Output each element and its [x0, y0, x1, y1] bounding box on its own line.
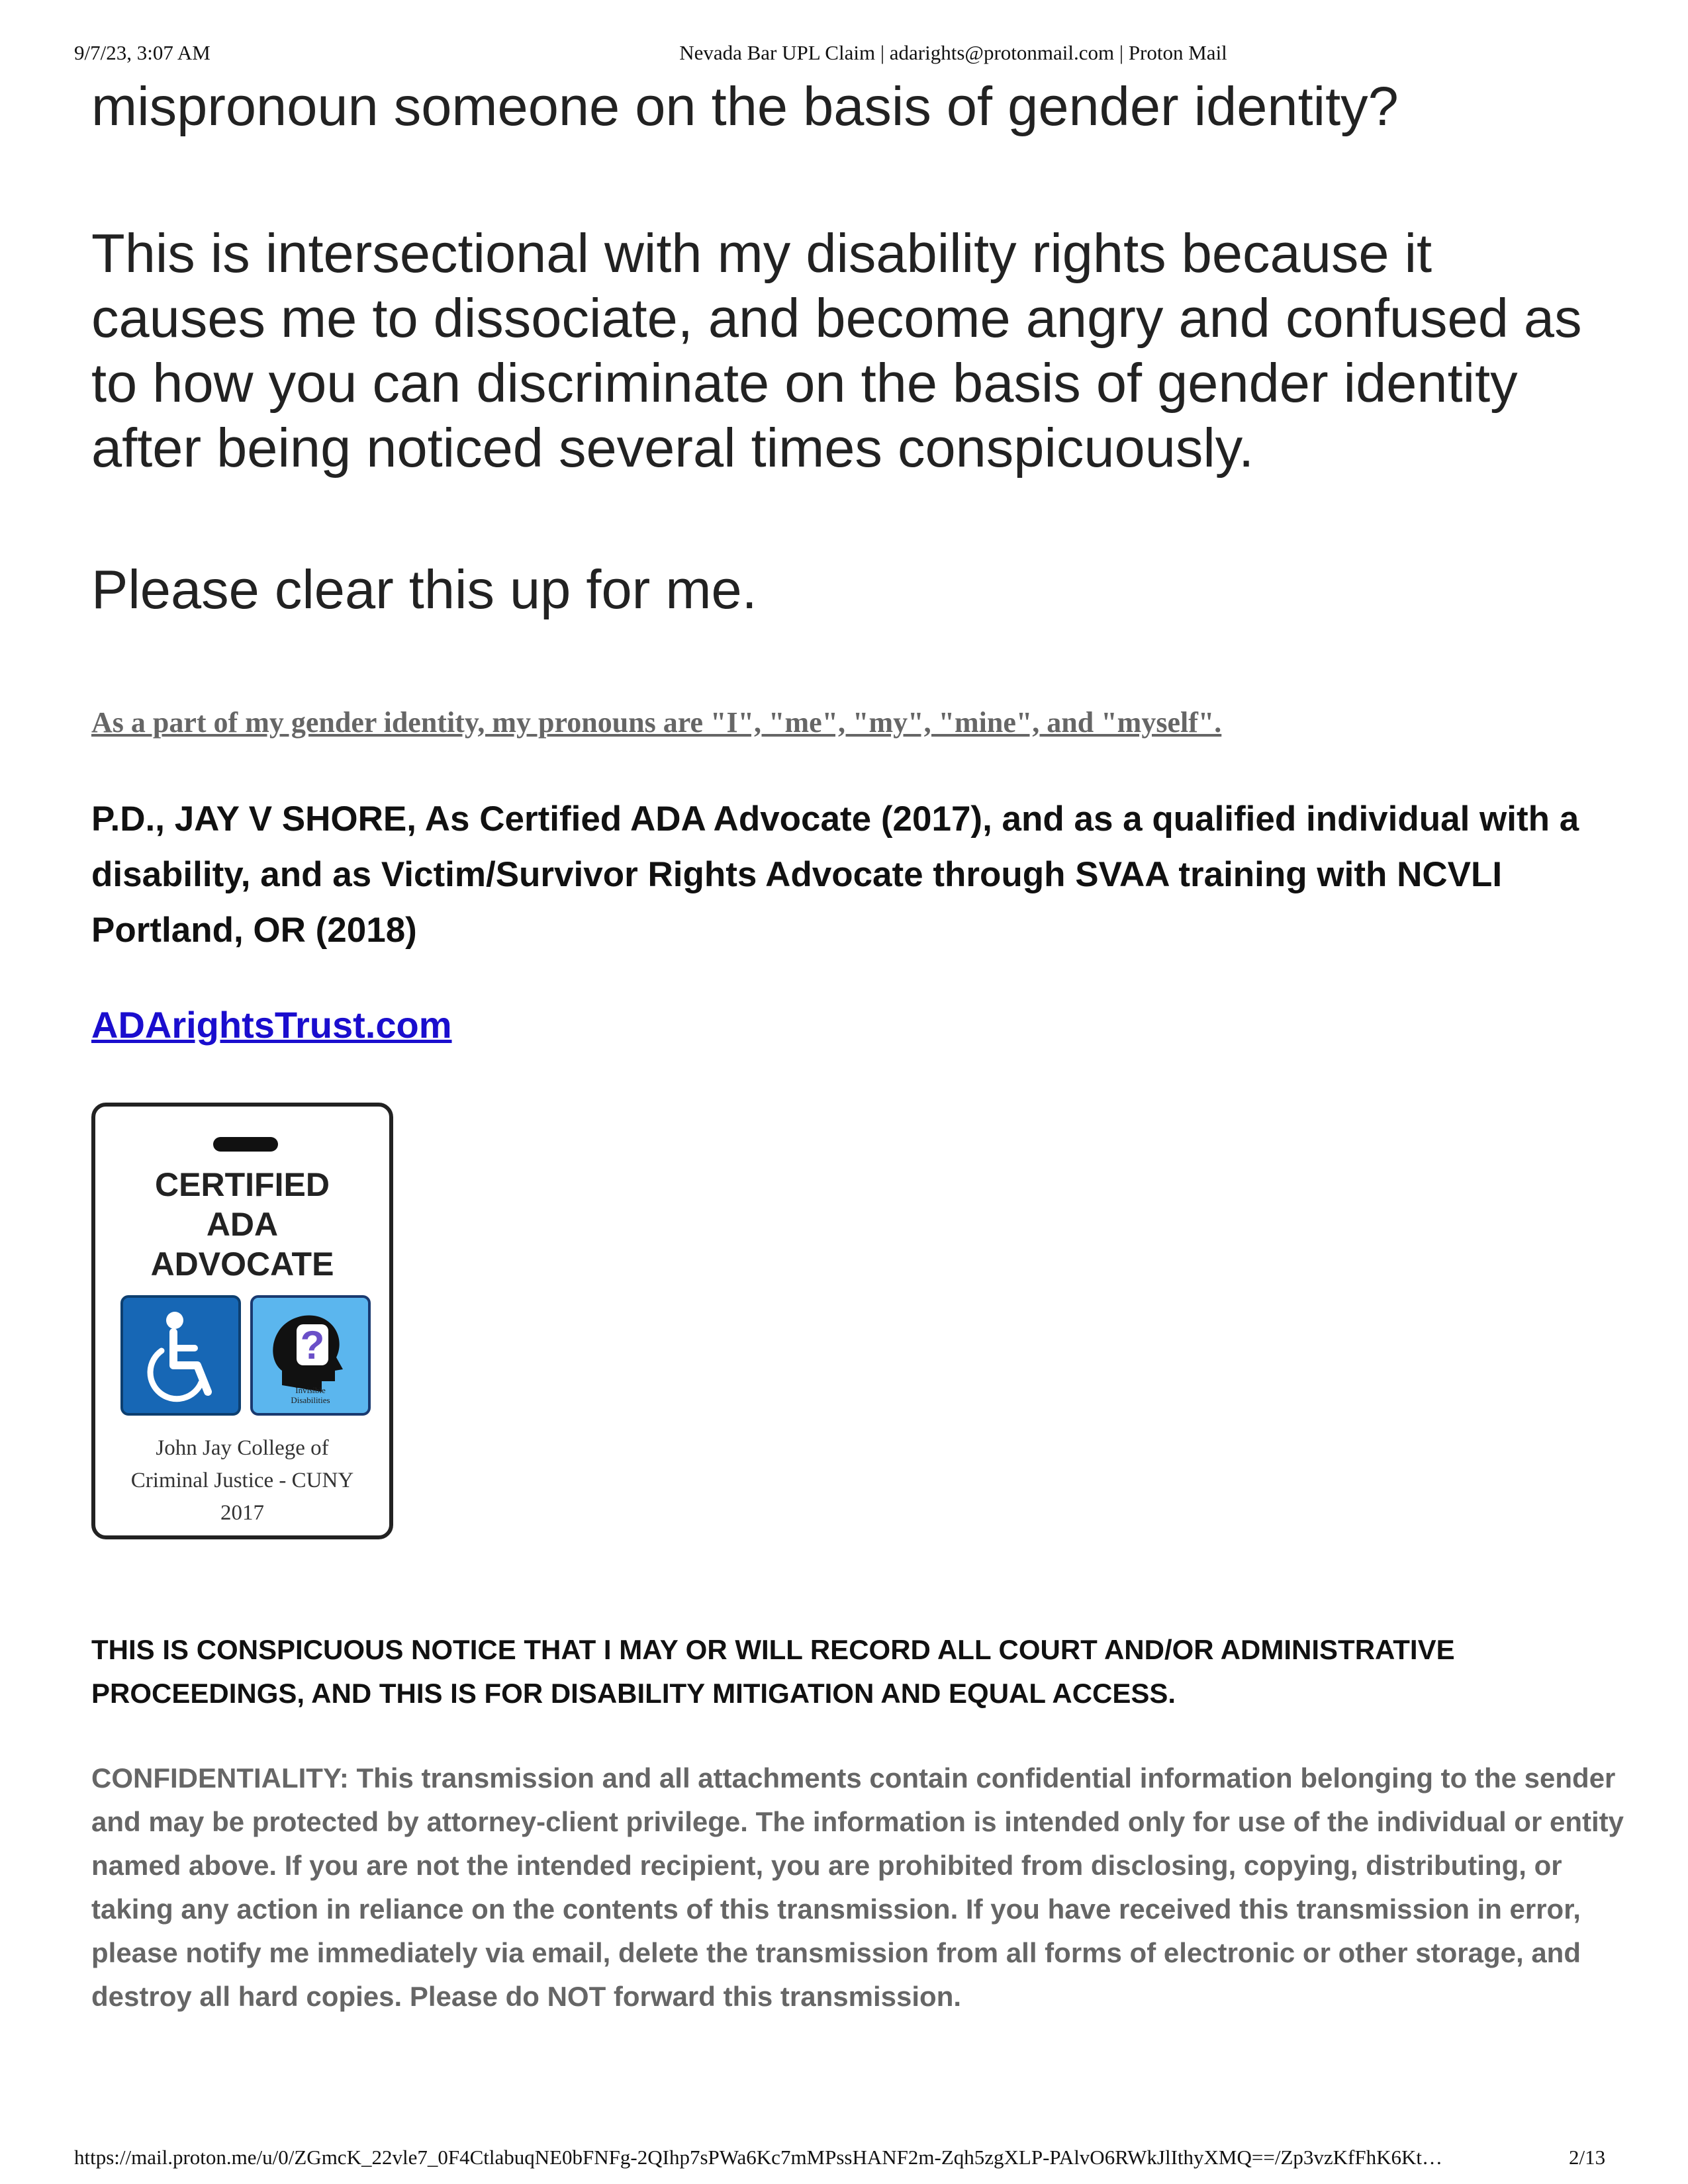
- confidentiality-notice: CONFIDENTIALITY: This transmission and all attachments contain confidential information belonging to the sender and may be protected by attorney-client privilege. The information is intended only for use of the individual or entity named above. If you are not the intended recipient, you are prohibited from disclosing, copying, distributing, or taking any action in reliance on the contents of this transmission. If you have received this transmission in error, please notify me immediately via email, delete the transmission from all forms of electronic or other storage, and destroy all hard copies. Please do NOT forward this transmission.: [91, 1762, 1624, 2012]
- badge-title: CERTIFIED ADA ADVOCATE: [150, 1166, 334, 1283]
- website-link[interactable]: ADArightsTrust.com: [91, 1004, 452, 1046]
- recording-notice: THIS IS CONSPICUOUS NOTICE THAT I MAY OR WILL RECORD ALL COURT AND/OR ADMINISTRATIVE PROCEEDINGS, AND THIS IS FOR DISABILITY MITIGATION AND EQUAL ACCESS.: [91, 1634, 1455, 1709]
- print-datetime: 9/7/23, 3:07 AM: [74, 41, 211, 64]
- badge-slot: [213, 1137, 278, 1152]
- certified-ada-advocate-badge: [91, 1103, 393, 1539]
- print-page-number: 2/13: [1569, 2146, 1606, 2169]
- badge-school: John Jay College of Criminal Justice - CUNY 2017: [130, 1436, 354, 1525]
- signature-credentials: P.D., JAY V SHORE, As Certified ADA Advocate (2017), and as a qualified individual with a disability, and as Victim/Survivor Rights Advocate through SVAA training with NCVLI Portland, OR (2018): [91, 799, 1579, 950]
- svg-text:?: ?: [300, 1323, 325, 1367]
- wheelchair-icon: [120, 1295, 241, 1416]
- body-paragraph-3: Please clear this up for me.: [91, 559, 757, 620]
- body-line-1: mispronoun someone on the basis of gender identity?: [91, 75, 1399, 137]
- head-question-icon: [250, 1295, 371, 1416]
- pronouns-statement: As a part of my gender identity, my pronouns are "I", "me", "my", "mine", and "myself".: [91, 706, 1222, 739]
- invisible-disabilities-label: Invisible Disabilities: [291, 1385, 330, 1405]
- body-paragraph-2: This is intersectional with my disability rights because it causes me to dissociate, and become angry and confused as to how you can discriminate on the basis of gender identity after being noticed several times conspicuously.: [91, 222, 1582, 478]
- print-page-title: Nevada Bar UPL Claim | adarights@protonmail.com | Proton Mail: [679, 41, 1227, 64]
- print-url: https://mail.proton.me/u/0/ZGmcK_22vle7_0F4CtlabuqNE0bFNFg-2QIhp7sPWa6Kc7mMPssHANF2m-Zqh5zgXLP-PAlvO6RWkJlIthyXMQ==/Zp3vzKfFhK6Kt…: [74, 2146, 1442, 2169]
